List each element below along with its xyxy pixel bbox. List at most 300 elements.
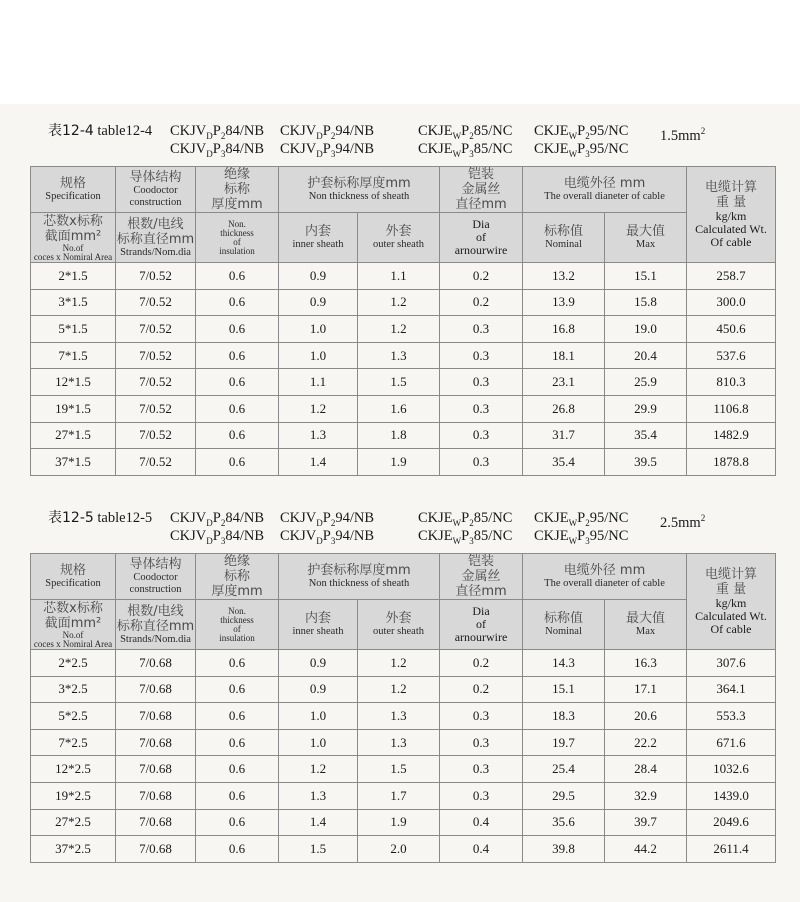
header-label: kg/km bbox=[715, 209, 747, 223]
table-cell: 16.8 bbox=[523, 316, 605, 343]
table-cell: 0.3 bbox=[440, 395, 523, 422]
insulation-header bbox=[196, 554, 279, 600]
table-cell: 7*1.5 bbox=[31, 342, 116, 369]
table-cell: 29.5 bbox=[523, 782, 605, 809]
table-cell: 7/0.52 bbox=[116, 369, 196, 396]
header-label: The overall dianeter of cable bbox=[544, 191, 665, 202]
table-cell: 810.3 bbox=[687, 369, 776, 396]
table-cell: 22.2 bbox=[605, 729, 687, 756]
table-row bbox=[31, 449, 776, 476]
header-label: Of cable bbox=[710, 235, 752, 249]
table-cell: 1.5 bbox=[358, 756, 440, 783]
header-label: coces x Nomiral Area bbox=[33, 638, 113, 649]
table-cell: 1.9 bbox=[358, 449, 440, 476]
table-cell: 15.1 bbox=[605, 263, 687, 290]
table-cell: 0.6 bbox=[196, 729, 279, 756]
header-label: 芯数x标称 bbox=[43, 600, 103, 616]
inner-sheath-header bbox=[279, 600, 358, 650]
table-cell: 0.4 bbox=[440, 836, 523, 863]
max-header bbox=[605, 600, 687, 650]
table-cell: 0.6 bbox=[196, 342, 279, 369]
table-cell: 7/0.68 bbox=[116, 650, 196, 677]
table-cell: 0.3 bbox=[440, 729, 523, 756]
table-cell: 35.4 bbox=[605, 422, 687, 449]
table-cell: 0.6 bbox=[196, 782, 279, 809]
spec-header bbox=[31, 167, 116, 213]
table-cell: 0.6 bbox=[196, 676, 279, 703]
header-label: arnourwire bbox=[454, 243, 508, 257]
table-cell: 19*2.5 bbox=[31, 782, 116, 809]
table-cell: 1.1 bbox=[358, 263, 440, 290]
table-body bbox=[31, 650, 776, 863]
header-label: Of cable bbox=[710, 622, 752, 636]
table-cell: 26.8 bbox=[523, 395, 605, 422]
model-name: $CKJV_DP_284/NB$ bbox=[170, 510, 265, 528]
table-row bbox=[31, 703, 776, 730]
header-label: 规格 bbox=[59, 176, 86, 191]
spec-table bbox=[30, 166, 776, 476]
table-cell: 7/0.52 bbox=[116, 316, 196, 343]
table-cell: 0.6 bbox=[196, 395, 279, 422]
header-label: 导体结构 bbox=[129, 557, 182, 572]
table-cell: 0.3 bbox=[440, 422, 523, 449]
table-row bbox=[31, 676, 776, 703]
table-cell: 0.3 bbox=[440, 342, 523, 369]
model-name: $CKJV_DP_294/NB$ bbox=[280, 510, 375, 528]
table-cell: 1.3 bbox=[279, 782, 358, 809]
table-cell: 2*2.5 bbox=[31, 650, 116, 677]
header-label: Calculated Wt. bbox=[695, 222, 767, 236]
table-cell: 39.7 bbox=[605, 809, 687, 836]
table-cell: 0.3 bbox=[440, 316, 523, 343]
table-row bbox=[31, 650, 776, 677]
diameter-header bbox=[523, 167, 687, 213]
header-label: of bbox=[476, 617, 487, 631]
table-cell: 7/0.68 bbox=[116, 756, 196, 783]
sheath-header bbox=[279, 167, 440, 213]
header-label: of bbox=[476, 230, 487, 244]
table-cell: 0.6 bbox=[196, 449, 279, 476]
header-label: 绝缘 bbox=[223, 167, 250, 182]
caption-cn-label: 表12-5 bbox=[48, 510, 94, 526]
header-label: Nominal bbox=[545, 626, 582, 637]
table-cell: 1.5 bbox=[358, 369, 440, 396]
table-row bbox=[31, 342, 776, 369]
table-cell: 13.2 bbox=[523, 263, 605, 290]
table-cell: 37*1.5 bbox=[31, 449, 116, 476]
table-cell: 7/0.68 bbox=[116, 782, 196, 809]
header-label: 电缆计算 bbox=[705, 180, 758, 195]
table-cell: 1.3 bbox=[279, 422, 358, 449]
table-cell: 450.6 bbox=[687, 316, 776, 343]
header-label: 标称值 bbox=[544, 611, 584, 626]
header-label: The overall dianeter of cable bbox=[544, 578, 665, 589]
header-label: 内套 bbox=[304, 611, 331, 626]
table-cell: 1878.8 bbox=[687, 449, 776, 476]
table-cell: 2.0 bbox=[358, 836, 440, 863]
header-label: Dia bbox=[472, 217, 490, 231]
table-cell: 39.8 bbox=[523, 836, 605, 863]
cores-header bbox=[31, 213, 116, 263]
header-label: Max bbox=[635, 239, 656, 250]
header-row-1 bbox=[31, 554, 776, 600]
table-cell: 1.9 bbox=[358, 809, 440, 836]
header-label: 截面mm² bbox=[44, 615, 102, 631]
table-cell: 1.2 bbox=[358, 676, 440, 703]
header-label: 铠装 bbox=[468, 554, 495, 569]
header-label: kg/km bbox=[715, 596, 747, 610]
header-label: 铠装 bbox=[468, 167, 495, 182]
header-label: 护套标称厚度mm bbox=[307, 563, 411, 578]
armour-header bbox=[440, 167, 523, 213]
header-label: Calculated Wt. bbox=[695, 609, 767, 623]
sheath-header bbox=[279, 554, 440, 600]
header-label: thickness bbox=[220, 614, 254, 625]
table-cell: 44.2 bbox=[605, 836, 687, 863]
header-label: 直径mm bbox=[455, 197, 507, 212]
table-row bbox=[31, 289, 776, 316]
table-cell: 1.4 bbox=[279, 449, 358, 476]
table-cell: 1106.8 bbox=[687, 395, 776, 422]
table-cell: 1.6 bbox=[358, 395, 440, 422]
table-cell: 1.8 bbox=[358, 422, 440, 449]
table-cell: 0.6 bbox=[196, 809, 279, 836]
table-cell: 307.6 bbox=[687, 650, 776, 677]
table-row bbox=[31, 395, 776, 422]
table-cell: 7/0.68 bbox=[116, 676, 196, 703]
table-cell: 1.5 bbox=[279, 836, 358, 863]
table-cell: 7/0.68 bbox=[116, 703, 196, 730]
table-row bbox=[31, 809, 776, 836]
table-header bbox=[31, 167, 776, 263]
table-cell: 1.3 bbox=[358, 703, 440, 730]
header-label: 金属丝 bbox=[461, 182, 501, 197]
caption-table-label: table12-4 bbox=[97, 123, 153, 139]
strands-header bbox=[116, 600, 196, 650]
header-label: 直径mm bbox=[455, 584, 507, 599]
table-cell: 1.0 bbox=[279, 729, 358, 756]
table-cell: 0.3 bbox=[440, 703, 523, 730]
header-label: of bbox=[233, 236, 241, 247]
table-cell: 537.6 bbox=[687, 342, 776, 369]
table-cell: 1.1 bbox=[279, 369, 358, 396]
model-name: $CKJE_WP_385/NC$ bbox=[418, 528, 513, 546]
header-label: 规格 bbox=[59, 563, 86, 578]
weight-header bbox=[687, 167, 776, 263]
table-cell: 1.7 bbox=[358, 782, 440, 809]
table-cell: 15.8 bbox=[605, 289, 687, 316]
table-cell: 1.0 bbox=[279, 703, 358, 730]
header-label: 外套 bbox=[385, 611, 412, 626]
table-cell: 7/0.52 bbox=[116, 342, 196, 369]
header-label: Non. bbox=[228, 605, 246, 616]
table-cell: 1.0 bbox=[279, 316, 358, 343]
table-cell: 18.3 bbox=[523, 703, 605, 730]
model-name: $CKJE_WP_295/NC$ bbox=[534, 510, 629, 528]
table-row bbox=[31, 263, 776, 290]
header-row-2 bbox=[31, 213, 776, 263]
header-label: 标称 bbox=[223, 569, 250, 584]
header-label: 电缆计算 bbox=[705, 567, 758, 582]
inner-sheath-header bbox=[279, 213, 358, 263]
model-name: $CKJV_DP_384/NB$ bbox=[170, 528, 265, 546]
table-cell: 364.1 bbox=[687, 676, 776, 703]
table-cell: 0.3 bbox=[440, 782, 523, 809]
table-cell: 300.0 bbox=[687, 289, 776, 316]
model-name: $CKJE_WP_385/NC$ bbox=[418, 141, 513, 159]
table-cell: 18.1 bbox=[523, 342, 605, 369]
table-row bbox=[31, 729, 776, 756]
model-name: $CKJE_WP_395/NC$ bbox=[534, 141, 629, 159]
caption-size: $2.5mm^2$ bbox=[660, 513, 706, 531]
table-cell: 671.6 bbox=[687, 729, 776, 756]
header-label: 最大值 bbox=[626, 224, 666, 239]
header-label: No.of bbox=[62, 629, 84, 640]
table-cell: 0.3 bbox=[440, 449, 523, 476]
model-name: $CKJE_WP_295/NC$ bbox=[534, 123, 629, 141]
header-label: 标称直径mm bbox=[116, 231, 195, 247]
table-cell: 1032.6 bbox=[687, 756, 776, 783]
table-cell: 0.6 bbox=[196, 703, 279, 730]
table-cell: 32.9 bbox=[605, 782, 687, 809]
model-name: $CKJE_WP_285/NC$ bbox=[418, 123, 513, 141]
table-cell: 0.6 bbox=[196, 836, 279, 863]
table-caption bbox=[48, 122, 778, 162]
table-cell: 7/0.68 bbox=[116, 729, 196, 756]
table-body bbox=[31, 263, 776, 476]
header-label: 截面mm² bbox=[44, 228, 102, 244]
cores-header bbox=[31, 600, 116, 650]
caption-line-2 bbox=[48, 527, 778, 545]
conductor-header bbox=[116, 554, 196, 600]
table-cell: 3*2.5 bbox=[31, 676, 116, 703]
table-cell: 19.7 bbox=[523, 729, 605, 756]
caption-title bbox=[48, 122, 152, 140]
header-label: inner sheath bbox=[292, 626, 344, 637]
model-name: $CKJE_WP_285/NC$ bbox=[418, 510, 513, 528]
caption-line-1 bbox=[48, 509, 778, 531]
model-name: $CKJV_DP_394/NB$ bbox=[280, 141, 375, 159]
spec-table bbox=[30, 553, 776, 863]
table-row bbox=[31, 782, 776, 809]
nominal-header bbox=[523, 213, 605, 263]
table-header bbox=[31, 554, 776, 650]
header-label: 最大值 bbox=[626, 611, 666, 626]
insulation-header bbox=[196, 167, 279, 213]
header-label: arnourwire bbox=[454, 630, 508, 644]
table-cell: 23.1 bbox=[523, 369, 605, 396]
table-cell: 20.4 bbox=[605, 342, 687, 369]
table-cell: 7/0.52 bbox=[116, 289, 196, 316]
table-cell: 28.4 bbox=[605, 756, 687, 783]
table-cell: 553.3 bbox=[687, 703, 776, 730]
header-label: 护套标称厚度mm bbox=[307, 176, 411, 191]
table-cell: 5*1.5 bbox=[31, 316, 116, 343]
table-cell: 1.0 bbox=[279, 342, 358, 369]
caption-line-1 bbox=[48, 122, 778, 144]
table-cell: 7/0.52 bbox=[116, 263, 196, 290]
header-row-2 bbox=[31, 600, 776, 650]
header-label: No.of bbox=[62, 242, 84, 253]
table-cell: 16.3 bbox=[605, 650, 687, 677]
conductor-header bbox=[116, 167, 196, 213]
header-label: of bbox=[233, 623, 241, 634]
header-label: 外套 bbox=[385, 224, 412, 239]
model-name: $CKJV_DP_394/NB$ bbox=[280, 528, 375, 546]
table-cell: 5*2.5 bbox=[31, 703, 116, 730]
table-cell: 25.4 bbox=[523, 756, 605, 783]
table-cell: 1.2 bbox=[358, 316, 440, 343]
table-cell: 2611.4 bbox=[687, 836, 776, 863]
table-cell: 7*2.5 bbox=[31, 729, 116, 756]
table-cell: 7/0.52 bbox=[116, 422, 196, 449]
outer-sheath-header bbox=[358, 213, 440, 263]
header-label: 电缆外径 mm bbox=[563, 563, 646, 578]
table-cell: 35.4 bbox=[523, 449, 605, 476]
table-cell: 0.6 bbox=[196, 650, 279, 677]
table-cell: 29.9 bbox=[605, 395, 687, 422]
weight-header bbox=[687, 554, 776, 650]
table-cell: 7/0.68 bbox=[116, 836, 196, 863]
header-label: 厚度mm bbox=[211, 197, 263, 212]
table-row bbox=[31, 836, 776, 863]
header-label: Strands/Nom.dia bbox=[120, 246, 191, 258]
header-label: Specification bbox=[45, 578, 101, 589]
header-label: 重 量 bbox=[715, 582, 747, 597]
table-cell: 1.4 bbox=[279, 809, 358, 836]
table-cell: 0.9 bbox=[279, 650, 358, 677]
table-cell: 0.3 bbox=[440, 756, 523, 783]
header-label: outer sheath bbox=[372, 239, 425, 250]
table-cell: 0.2 bbox=[440, 676, 523, 703]
max-header bbox=[605, 213, 687, 263]
diameter-header bbox=[523, 554, 687, 600]
header-label: outer sheath bbox=[372, 626, 425, 637]
header-label: 标称 bbox=[223, 182, 250, 197]
table-row bbox=[31, 422, 776, 449]
table-cell: 1.2 bbox=[358, 650, 440, 677]
table-cell: 0.2 bbox=[440, 289, 523, 316]
table-cell: 0.2 bbox=[440, 263, 523, 290]
header-label: Coodoctor construction bbox=[129, 572, 182, 595]
header-label: 金属丝 bbox=[461, 569, 501, 584]
header-label: Max bbox=[635, 626, 656, 637]
table-cell: 1482.9 bbox=[687, 422, 776, 449]
caption-title bbox=[48, 509, 152, 527]
outer-sheath-header bbox=[358, 600, 440, 650]
header-label: 内套 bbox=[304, 224, 331, 239]
table-cell: 2049.6 bbox=[687, 809, 776, 836]
table-cell: 7/0.68 bbox=[116, 809, 196, 836]
table-cell: 0.9 bbox=[279, 263, 358, 290]
table-cell: 0.6 bbox=[196, 756, 279, 783]
armour-sub-header bbox=[440, 600, 523, 650]
nominal-header bbox=[523, 600, 605, 650]
header-label: Strands/Nom.dia bbox=[120, 633, 191, 645]
armour-sub-header bbox=[440, 213, 523, 263]
table-cell: 20.6 bbox=[605, 703, 687, 730]
caption-table-label: table12-5 bbox=[97, 510, 153, 526]
table-cell: 258.7 bbox=[687, 263, 776, 290]
table-cell: 0.6 bbox=[196, 316, 279, 343]
header-label: 绝缘 bbox=[223, 554, 250, 569]
header-label: 电缆外径 mm bbox=[563, 176, 646, 191]
table-cell: 25.9 bbox=[605, 369, 687, 396]
table-cell: 14.3 bbox=[523, 650, 605, 677]
header-label: Non thickness of sheath bbox=[308, 191, 410, 202]
table-cell: 15.1 bbox=[523, 676, 605, 703]
table-cell: 19.0 bbox=[605, 316, 687, 343]
model-name: $CKJV_DP_384/NB$ bbox=[170, 141, 265, 159]
armour-header bbox=[440, 554, 523, 600]
table-cell: 39.5 bbox=[605, 449, 687, 476]
table-cell: 0.6 bbox=[196, 263, 279, 290]
model-name: $CKJV_DP_284/NB$ bbox=[170, 123, 265, 141]
caption-cn-label: 表12-4 bbox=[48, 123, 94, 139]
header-label: thickness bbox=[220, 227, 254, 238]
table-cell: 0.4 bbox=[440, 809, 523, 836]
table-cell: 1.2 bbox=[279, 756, 358, 783]
insulation-sub-header bbox=[196, 600, 279, 650]
header-label: 标称值 bbox=[544, 224, 584, 239]
model-name: $CKJV_DP_294/NB$ bbox=[280, 123, 375, 141]
header-row-1 bbox=[31, 167, 776, 213]
caption-line-2 bbox=[48, 140, 778, 158]
table-cell: 31.7 bbox=[523, 422, 605, 449]
table-cell: 1439.0 bbox=[687, 782, 776, 809]
table-caption bbox=[48, 509, 778, 549]
table-cell: 19*1.5 bbox=[31, 395, 116, 422]
table-cell: 27*2.5 bbox=[31, 809, 116, 836]
table-cell: 1.3 bbox=[358, 342, 440, 369]
header-label: inner sheath bbox=[292, 239, 344, 250]
table-cell: 27*1.5 bbox=[31, 422, 116, 449]
table-cell: 0.6 bbox=[196, 369, 279, 396]
table-cell: 17.1 bbox=[605, 676, 687, 703]
header-label: Non thickness of sheath bbox=[308, 578, 410, 589]
insulation-sub-header bbox=[196, 213, 279, 263]
caption-size: $1.5mm^2$ bbox=[660, 126, 706, 144]
header-label: Nominal bbox=[545, 239, 582, 250]
header-label: Coodoctor construction bbox=[129, 185, 182, 208]
table-cell: 12*1.5 bbox=[31, 369, 116, 396]
table-cell: 0.9 bbox=[279, 289, 358, 316]
table-cell: 1.2 bbox=[358, 289, 440, 316]
header-label: Dia bbox=[472, 604, 490, 618]
header-label: 根数/电线 bbox=[127, 216, 184, 232]
table-cell: 35.6 bbox=[523, 809, 605, 836]
table-cell: 0.2 bbox=[440, 650, 523, 677]
header-label: 根数/电线 bbox=[127, 603, 184, 619]
model-name: $CKJE_WP_395/NC$ bbox=[534, 528, 629, 546]
table-row bbox=[31, 369, 776, 396]
header-label: 导体结构 bbox=[129, 170, 182, 185]
table-cell: 0.6 bbox=[196, 289, 279, 316]
header-label: Specification bbox=[45, 191, 101, 202]
table-cell: 12*2.5 bbox=[31, 756, 116, 783]
header-label: insulation bbox=[219, 245, 255, 256]
table-row bbox=[31, 316, 776, 343]
table-cell: 0.9 bbox=[279, 676, 358, 703]
spec-header bbox=[31, 554, 116, 600]
header-label: Non. bbox=[228, 218, 246, 229]
table-cell: 7/0.52 bbox=[116, 449, 196, 476]
header-label: 芯数x标称 bbox=[43, 213, 103, 229]
header-label: 标称直径mm bbox=[116, 618, 195, 634]
table-cell: 37*2.5 bbox=[31, 836, 116, 863]
table-cell: 0.6 bbox=[196, 422, 279, 449]
table-row bbox=[31, 756, 776, 783]
